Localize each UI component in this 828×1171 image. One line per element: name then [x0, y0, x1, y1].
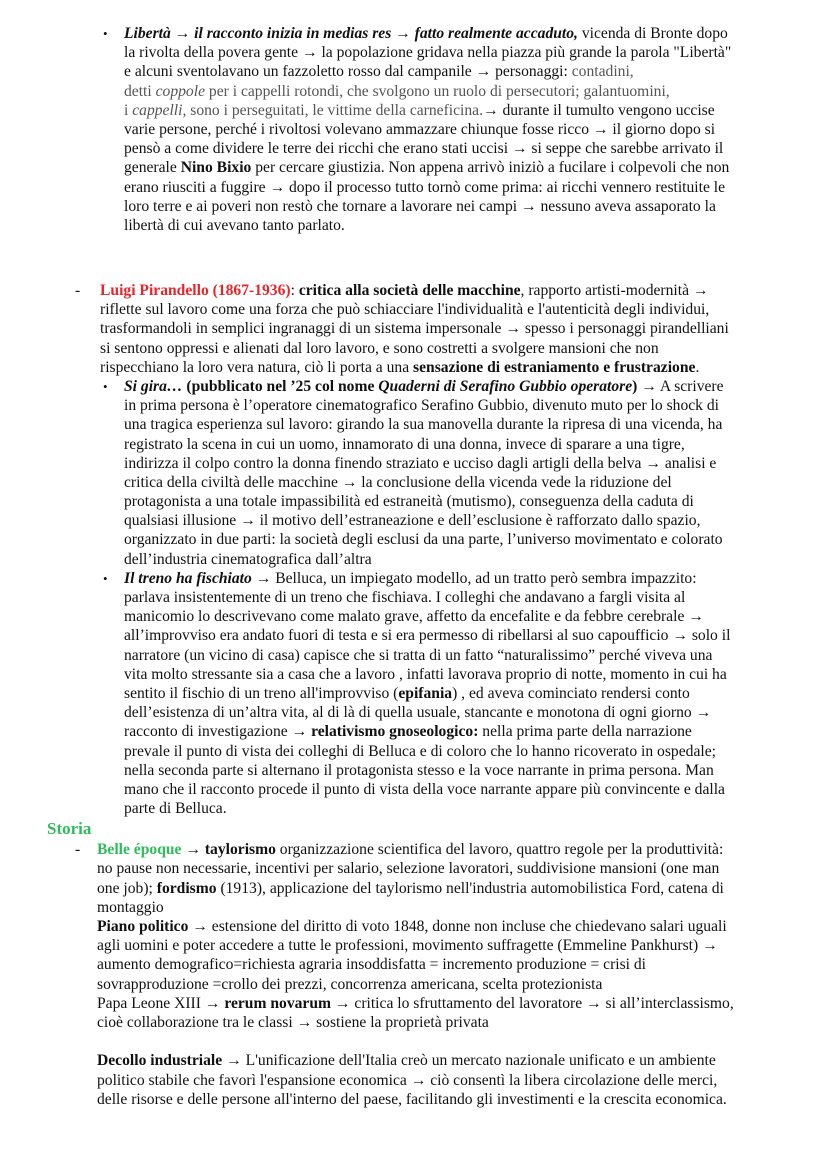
text-segment: protagonista a una totale impassibilità ed estraneità (mutismo), conseguenza della caduta di — [124, 493, 694, 511]
text-segment: all’improvviso era andato fuori di testa e si era permesso di ribellarsi al suo capoufficio → solo il — [124, 627, 731, 645]
text-line — [0, 158, 828, 177]
text-line — [0, 139, 828, 158]
text-segment: epifania — [398, 684, 453, 702]
text-segment: Decollo industriale — [97, 1052, 223, 1070]
text-line — [0, 1090, 828, 1109]
line-text — [124, 120, 715, 139]
text-line — [0, 197, 828, 216]
text-line — [0, 1013, 828, 1032]
text-segment: per cercare giustizia. Non appena arrivò iniziò a fucilare i colpevoli che non — [251, 159, 730, 177]
text-line — [0, 492, 828, 511]
line-text — [97, 955, 646, 974]
text-segment: → Belluca, un impiegato modello, ad un tratto però sembra impazzito: — [251, 569, 697, 587]
line-text — [124, 396, 719, 415]
line-text — [100, 319, 729, 338]
text-line — [0, 473, 828, 492]
bullet-icon: • — [103, 378, 108, 394]
line-text — [124, 492, 694, 511]
line-text — [100, 281, 709, 300]
line-text — [97, 1013, 489, 1032]
line-text — [124, 473, 672, 492]
text-segment: dell’industria cinematografica dall’altra — [124, 550, 372, 568]
text-segment: (1913), applicazione del taylorismo nell'industria automobilistica Ford, catena di — [216, 879, 724, 897]
text-segment: Il treno ha fischiato — [124, 569, 252, 587]
text-line — [0, 569, 828, 588]
text-segment: Papa Leone XIII → — [97, 994, 225, 1012]
line-text — [124, 703, 711, 722]
text-line — [0, 917, 828, 936]
text-segment: prevale il punto di vista dei colleghi di Belluca e di coloro che lo hanno ricoverato in ospedale; — [124, 742, 716, 760]
line-text — [124, 684, 690, 703]
text-segment: rispecchiano la loro vera natura, ciò li porta a una — [100, 358, 414, 376]
line-text — [124, 780, 725, 799]
text-line — [0, 454, 828, 473]
text-line — [0, 24, 828, 43]
text-line — [0, 626, 828, 645]
text-segment: parlava insistentemente di un treno che fischiava. I colleghi che andavano a fargli visita al — [124, 589, 686, 606]
section-heading — [0, 818, 828, 840]
line-text — [97, 840, 723, 859]
line-text — [100, 339, 659, 358]
text-segment: vita molto stressante sia a casa che a lavoro , infatti lavorava proprio di notte, momento in cui ha — [124, 665, 727, 683]
text-line — [0, 1051, 828, 1070]
line-text — [124, 626, 730, 645]
text-line — [0, 396, 828, 415]
line-text — [124, 665, 727, 684]
text-segment: per i cappelli rotondi, che svolgono un ruolo di persecutori; galantuomini, — [205, 82, 670, 100]
text-segment: agli uomini e poter accedere a tutte le professioni, movimento suffragette (Emmeline Pankhurst) → — [97, 937, 718, 955]
text-segment: relativismo gnoseologico: — [311, 723, 479, 741]
text-line — [0, 120, 828, 139]
text-segment: organizzazione scientifica del lavoro, quattro regole per la produttività: — [275, 841, 724, 859]
text-segment: Luigi Pirandello (1867-1936) — [100, 282, 291, 299]
text-segment: → durante il tumulto vengono uccise — [482, 101, 715, 119]
text-line — [0, 780, 828, 799]
text-segment: in prima persona è l’operatore cinematografico Serafino Gubbio, divenuto muto per lo shock di — [124, 397, 719, 415]
text-segment: loro terre e ai poveri non restò che tornare a lavorare nei campi → nessuno aveva assaporato la — [124, 197, 716, 215]
text-segment: (pubblicato nel ’25 col nome — [186, 377, 379, 395]
text-line — [0, 62, 828, 81]
line-text — [97, 936, 718, 955]
line-text — [124, 550, 372, 569]
text-segment: . — [695, 358, 700, 376]
text-line — [0, 415, 828, 434]
text-segment: ) — [632, 377, 638, 395]
text-line — [0, 300, 828, 319]
text-segment: one job); — [97, 879, 157, 897]
dash-marker: - — [75, 282, 81, 299]
text-segment: trasformandoli in semplici ingranaggi di un sistema impersonale → spesso i personaggi pirandelliani — [100, 320, 729, 338]
text-segment: coppole — [155, 82, 205, 100]
text-line — [0, 530, 828, 549]
text-line — [0, 840, 828, 859]
line-text — [124, 82, 670, 101]
text-segment: Quaderni di Serafino Gubbio operatore — [378, 377, 633, 395]
text-segment: narratore (un vicino di casa) capisce che si tratta di un fatto “naturalissimo” perché viveva una — [124, 646, 713, 664]
text-segment: erano riusciti a fuggire → dopo il processo tutto tornò come prima: ai ricchi vennero restituite le — [124, 178, 726, 196]
text-segment: , rapporto artisti-modernità → — [520, 282, 709, 299]
text-segment: pensò a come dividere le terre dei ricchi che erano stati uccisi → si seppe che sarebbe arrivato il — [124, 140, 724, 158]
line-text — [100, 300, 709, 319]
line-text — [97, 975, 602, 994]
line-text — [124, 588, 685, 607]
text-segment: vicenda di Bronte dopo — [577, 25, 728, 42]
text-line — [0, 955, 828, 974]
text-line — [0, 607, 828, 626]
line-text — [124, 761, 714, 780]
text-segment: varie persone, perché i rivoltosi volevano ammazzare chiunque fosse ricco → il giorno dopo si — [124, 120, 716, 138]
text-line — [0, 281, 828, 300]
text-segment: critica della civiltà delle macchine → la conclusione della vicenda vede la riduzione del — [124, 473, 672, 491]
bullet-icon: • — [103, 570, 108, 586]
text-segment: cappelli, — [132, 101, 187, 119]
pirandello-storia-section — [0, 281, 828, 1109]
line-text — [124, 511, 701, 530]
text-line — [0, 703, 828, 722]
line-text — [97, 994, 734, 1013]
line-text — [124, 722, 692, 741]
text-segment: sensazione di estraniamento e frustrazione — [413, 358, 696, 376]
line-text — [124, 646, 712, 665]
text-segment: racconto di investigazione → — [124, 723, 312, 741]
line-text — [124, 569, 697, 588]
text-segment: e alcuni sventolavano un fazzoletto rosso dal campanile → personaggi: — [124, 63, 572, 81]
text-line — [0, 1032, 828, 1051]
line-text — [97, 917, 727, 936]
text-segment: qualsiasi illusione → il motivo dell’estraneazione e dell’esclusione è rafforzato dallo spazio, — [124, 512, 701, 530]
text-segment: parte di Belluca. — [124, 800, 227, 818]
text-line — [0, 377, 828, 396]
text-segment: registrato la scena in cui un uomo, innamorato di una donna, invece di sparare a una tigre, — [124, 435, 685, 453]
dash-marker: - — [75, 841, 81, 859]
text-segment: indirizza il colpo contro la donna finendo straziato e ucciso dagli artigli della belva → analisi e — [124, 454, 717, 472]
text-line — [0, 319, 828, 338]
text-segment: sono i perseguitati, le vittime della carneficina. — [186, 101, 483, 119]
text-segment: mano che il racconto procede il punto di vista della voce narrante appare più convincente e dalla — [124, 780, 725, 798]
text-segment: Si gira… — [124, 377, 187, 395]
text-line — [0, 588, 828, 607]
text-segment: aumento demografico=richiesta agraria insoddisfatta = incremento produzione = crisi di — [97, 956, 647, 974]
text-segment: nella seconda parte si alternano il protagonista stesso e la voce narrante in prima persona. Man — [124, 761, 714, 779]
line-text — [124, 454, 716, 473]
text-line — [0, 1071, 828, 1090]
text-segment: politico stabile che favorì l'espansione economica → ciò consentì la libera circolazione delle merci, — [97, 1071, 718, 1089]
text-segment: i — [124, 101, 133, 119]
line-text — [124, 607, 704, 626]
text-segment: sovrapproduzione =crollo dei prezzi, concorrenza americana, scelta protezionista — [97, 975, 603, 993]
line-text — [124, 62, 634, 81]
text-segment: la rivolta della povera gente → la popolazione gridava nella piazza più grande la parola "Libertà" — [124, 44, 732, 62]
text-segment: organizzato in due parti: la società degli esclusi da una parte, l’universo movimentato e colorato — [124, 531, 723, 549]
text-segment: rerum novarum — [224, 994, 332, 1012]
line-text — [97, 1051, 716, 1070]
line-text — [100, 358, 699, 377]
line-text — [124, 799, 227, 818]
text-line — [0, 550, 828, 569]
text-line — [0, 339, 828, 358]
text-segment: dell’esistenza di un’altra vita, al di là di quella usuale, stancante e monotona di ogni giorno → — [124, 704, 712, 722]
text-line — [0, 859, 828, 878]
line-text — [97, 879, 724, 898]
text-line — [0, 684, 828, 703]
line-text — [124, 435, 685, 454]
text-segment: una tragica esperienza sul lavoro: girando la sua manovella durante la ripresa di una vicenda, ha — [124, 416, 723, 434]
text-segment: taylorismo — [204, 841, 276, 859]
text-line — [0, 898, 828, 917]
text-line — [0, 646, 828, 665]
text-segment: Belle époque — [97, 841, 182, 859]
text-segment: Nino Bixio — [180, 159, 252, 177]
text-segment: → A scrivere — [637, 377, 724, 395]
line-text — [124, 24, 728, 43]
text-segment: contadini, — [571, 63, 634, 81]
text-segment: Storia — [47, 819, 92, 839]
text-segment: detti — [124, 82, 156, 100]
text-segment: → L'unificazione dell'Italia creò un mercato nazionale unificato e un ambiente — [222, 1052, 716, 1070]
text-line — [0, 358, 828, 377]
line-text — [47, 818, 91, 840]
text-segment: manicomio lo descrivevano come malato grave, affetto da encefalite e da febbre cerebrale → — [124, 608, 704, 626]
text-segment: Libertà → il racconto inizia in medias res → fatto realmente accaduto, — [124, 25, 578, 42]
line-text — [97, 859, 719, 878]
text-line — [0, 435, 828, 454]
text-segment: → — [181, 841, 205, 859]
text-line — [0, 82, 828, 101]
line-text — [124, 139, 723, 158]
text-line — [0, 178, 828, 197]
bullet-icon: • — [103, 26, 108, 41]
liberta-section — [0, 24, 828, 235]
line-text — [124, 742, 716, 761]
text-segment: sentito il fischio di un treno all'improvviso ( — [124, 684, 399, 702]
line-text — [97, 898, 164, 917]
text-line — [0, 511, 828, 530]
text-line — [0, 101, 828, 120]
text-segment: : — [290, 282, 299, 299]
text-segment: nella prima parte della narrazione — [478, 723, 692, 741]
text-segment: riflette sul lavoro come una forza che può schiacciare l'individualità e l'autenticità degli individui, — [100, 301, 710, 319]
text-segment: no pause non necessarie, incentivi per salario, selezione lavoratori, suddivisione mansioni (one man — [97, 860, 720, 878]
text-segment: critica alla società delle macchine — [298, 282, 521, 299]
text-line — [0, 799, 828, 818]
text-line — [0, 994, 828, 1013]
text-segment: generale — [124, 159, 181, 177]
line-text — [124, 178, 725, 197]
text-segment: Piano politico — [97, 918, 189, 935]
line-text — [124, 197, 716, 216]
line-text — [124, 216, 345, 235]
text-line — [0, 722, 828, 741]
text-line — [0, 216, 828, 235]
line-text — [97, 1071, 717, 1090]
text-line — [0, 761, 828, 780]
text-segment: fordismo — [156, 879, 217, 897]
text-line — [0, 742, 828, 761]
line-text — [124, 101, 715, 120]
line-text — [97, 1090, 727, 1109]
line-text — [124, 158, 729, 177]
text-line — [0, 975, 828, 994]
text-line — [0, 936, 828, 955]
text-segment: si sentono oppressi e alienati dal loro lavoro, e sono costretti a svolgere mansioni che non — [100, 339, 659, 357]
text-segment: delle risorse e delle persone all'interno del paese, facilitando gli investimenti e la crescita economica. — [97, 1090, 727, 1108]
line-text — [124, 415, 722, 434]
text-segment: → estensione del diritto di voto 1848, donne non incluse che chiedevano salari uguali — [188, 918, 727, 935]
text-segment: montaggio — [97, 898, 164, 916]
text-segment: libertà di cui avevano tanto parlato. — [124, 216, 345, 234]
text-line — [0, 665, 828, 684]
text-segment: ) , ed aveva cominciato rendersi conto — [452, 684, 690, 702]
text-segment: cioè collaborazione tra le classi → sostiene la proprietà privata — [97, 1013, 489, 1031]
line-text — [124, 530, 723, 549]
text-segment: → critica lo sfruttamento del lavoratore → si all’interclassismo, — [331, 994, 734, 1012]
text-line — [0, 43, 828, 62]
line-text — [124, 377, 724, 396]
line-text — [124, 43, 731, 62]
text-line — [0, 879, 828, 898]
